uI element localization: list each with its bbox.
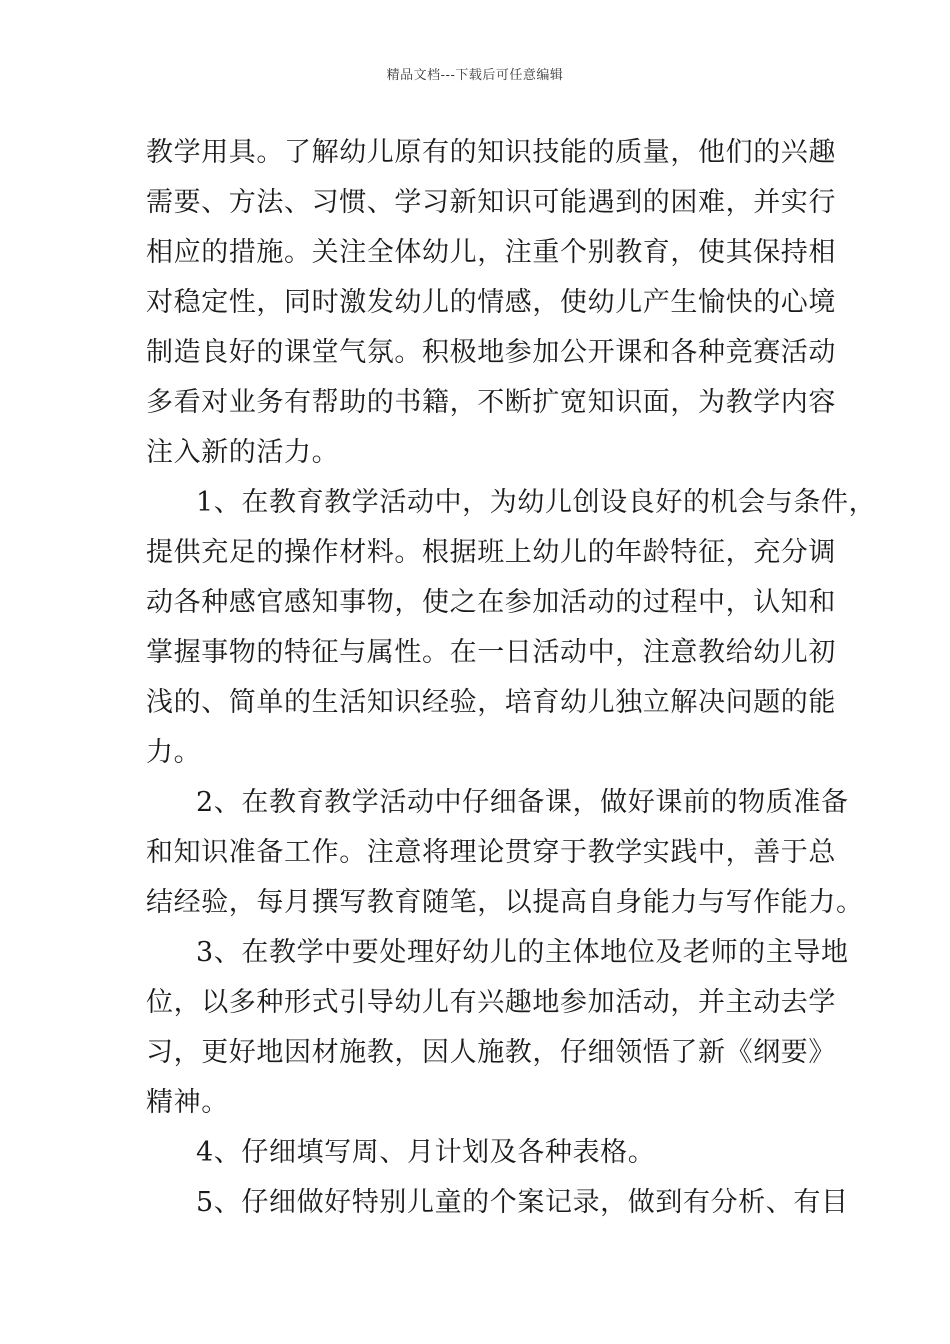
text-line: 掌握事物的特征与属性。在一日活动中，注意教给幼儿初 [146, 637, 836, 668]
list-item-1-line: 1、在教育教学活动中，为幼儿创设良好的机会与条件， [196, 487, 877, 518]
text-line: 和知识准备工作。注意将理论贯穿于教学实践中，善于总 [146, 837, 836, 868]
text-line: 制造良好的课堂气氛。积极地参加公开课和各种竞赛活动 [146, 337, 836, 368]
text-line: 需要、方法、习惯、学习新知识可能遇到的困难，并实行 [146, 187, 836, 218]
text-line: 教学用具。了解幼儿原有的知识技能的质量，他们的兴趣 [146, 137, 836, 168]
document-body [146, 128, 877, 1228]
text-line: 位，以多种形式引导幼儿有兴趣地参加活动，并主动去学 [146, 987, 836, 1018]
page-header: 精品文档---下载后可任意编辑 [386, 68, 564, 83]
text-line: 多看对业务有帮助的书籍，不断扩宽知识面，为教学内容 [146, 387, 836, 418]
text-line: 精神。 [146, 1087, 229, 1118]
text-line: 力。 [146, 737, 202, 768]
list-item-5-line: 5、仔细做好特别儿童的个案记录，做到有分析、有目 [196, 1187, 849, 1218]
list-item-3-line: 3、在教学中要处理好幼儿的主体地位及老师的主导地 [196, 937, 849, 968]
list-item-2-line: 2、在教育教学活动中仔细备课，做好课前的物质准备 [196, 787, 849, 818]
list-item-4-line: 4、仔细填写周、月计划及各种表格。 [196, 1137, 656, 1168]
text-line: 动各种感官感知事物，使之在参加活动的过程中，认知和 [146, 587, 836, 618]
text-line: 提供充足的操作材料。根据班上幼儿的年龄特征，充分调 [146, 537, 836, 568]
text-line: 结经验，每月撰写教育随笔，以提高自身能力与写作能力。 [146, 887, 864, 918]
text-line: 注入新的活力。 [146, 437, 340, 468]
text-line: 习，更好地因材施教，因人施教，仔细领悟了新《纲要》 [146, 1037, 836, 1068]
text-line: 相应的措施。关注全体幼儿，注重个别教育，使其保持相 [146, 237, 836, 268]
text-line: 浅的、简单的生活知识经验，培育幼儿独立解决问题的能 [146, 687, 836, 718]
text-line: 对稳定性，同时激发幼儿的情感，使幼儿产生愉快的心境 [146, 287, 836, 318]
